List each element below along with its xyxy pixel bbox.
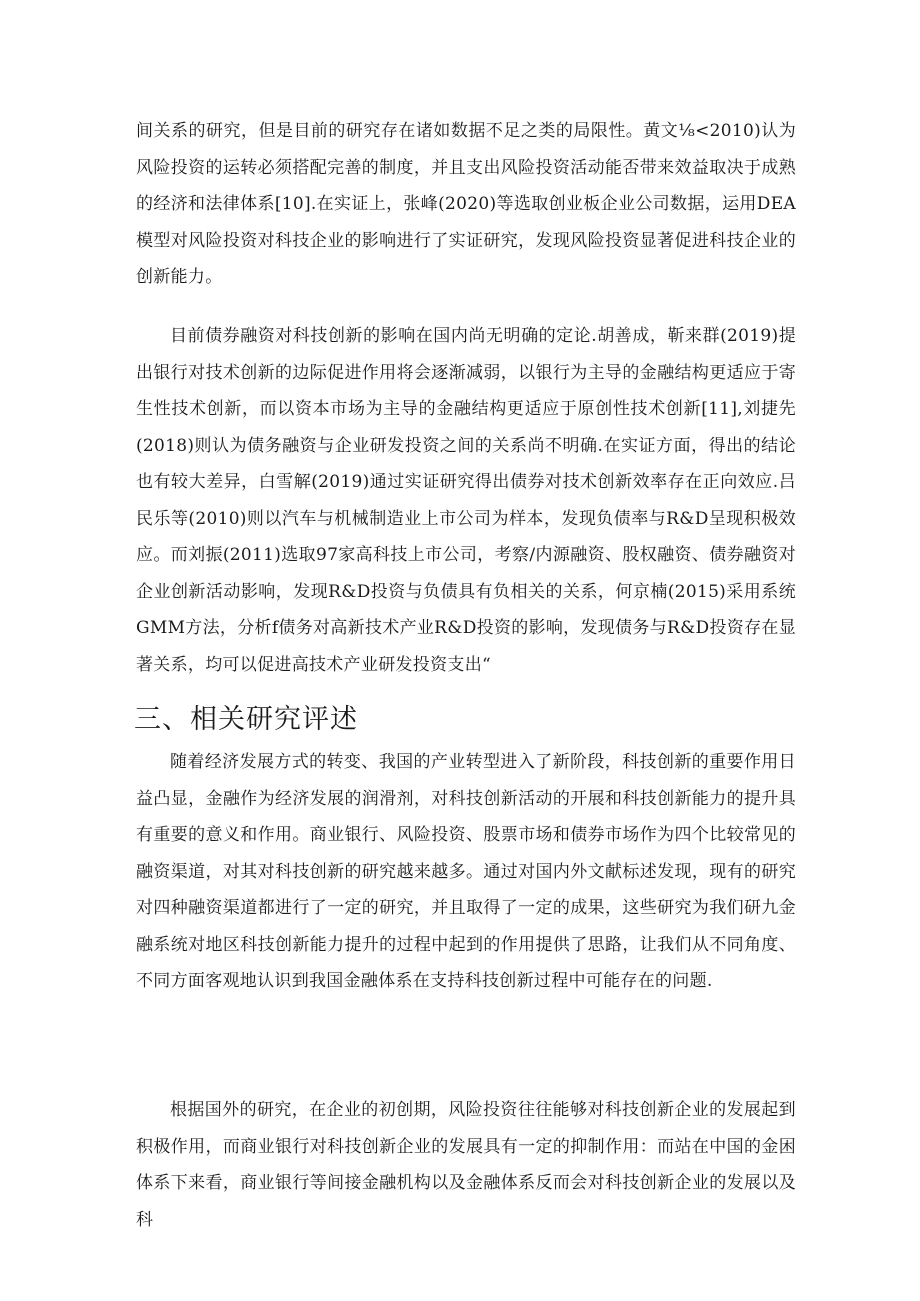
paragraph-venture-capital-continuation: 间关系的研究，但是目前的研究存在诸如数据不足之类的局限性。黄文⅛<2010)认为风险投资的运转必须搭配完善的制度，并且支出风险投资活动能否带来效益取决于成熟的经济和法律体系[10].在实证上，张峰(2020)等选取创业板企业公司数据，运用DEA模型对风险投资对科技企业的影响进行了实证研究，发现风险投资显著促进科技企业的创新能力。 — [136, 121, 796, 287]
paragraph-bond-financing: 目前债券融资对科技创新的影响在国内尚无明确的定论.胡善成，靳来群(2019)提出银行对技术创新的边际促进作用将会逐渐减弱，以银行为主导的金融结构更适应于寄生性技术创新，而以资本市场为主导的金融结构更适应于原创性技术创新[11],刘捷先(2018)则认为债务融资与企业研发投资之间的关系尚不明确.在实证方面，得出的结论也有较大差异，白雪解(2019)通过实证研究得出债券对技术创新效率存在正向效应.吕民乐等(2010)则以汽车与机械制造业上市公司为样本，发现负债率与R&D呈现积极效应。而刘振(2011)选取97家高科技上市公司，考察/内源融资、股权融资、债券融资对企业创新活动影响，发现R&D投资与负债具有负相关的关系，何京楠(2015)采用系统GMM方法，分析f债务对高新技术产业R&D投资的影响，发现债务与R&D投资存在显著关系，均可以促进高技术产业研发投资支出“ — [136, 326, 796, 675]
paragraph-foreign-research: 根据国外的研究，在企业的初创期，风险投资往往能够对科技创新企业的发展起到积极作用，而商业银行对科技创新企业的发展具有一定的抑制作用：而站在中国的金困体系下来看，商业银行等间接金融机构以及金融体系反而会对科技创新企业的发展以及科 — [136, 1100, 796, 1230]
paragraph-review-summary: 随着经济发展方式的转变、我国的产业转型进入了新阶段，科技创新的重要作用日益凸显，金融作为经济发展的润滑剂，对科技创新活动的开展和科技创新能力的提升具有重要的意义和作用。商业银行、风险投资、股票市场和债券市场作为四个比较常见的融资渠道，对其对科技创新的研究越来越多。通过对国内外文献标述发现，现有的研究对四种融资渠道都进行了一定的研究，并且取得了一定的成果，这些研究为我们研九金融系统对地区科技创新能力提升的过程中起到的作用提供了思路，让我们从不同角度、不同方面客观地认识到我国金融体系在支持科技创新过程中可能存在的问题. — [136, 752, 796, 991]
section-heading: 三、相关研究评述 — [134, 704, 358, 735]
